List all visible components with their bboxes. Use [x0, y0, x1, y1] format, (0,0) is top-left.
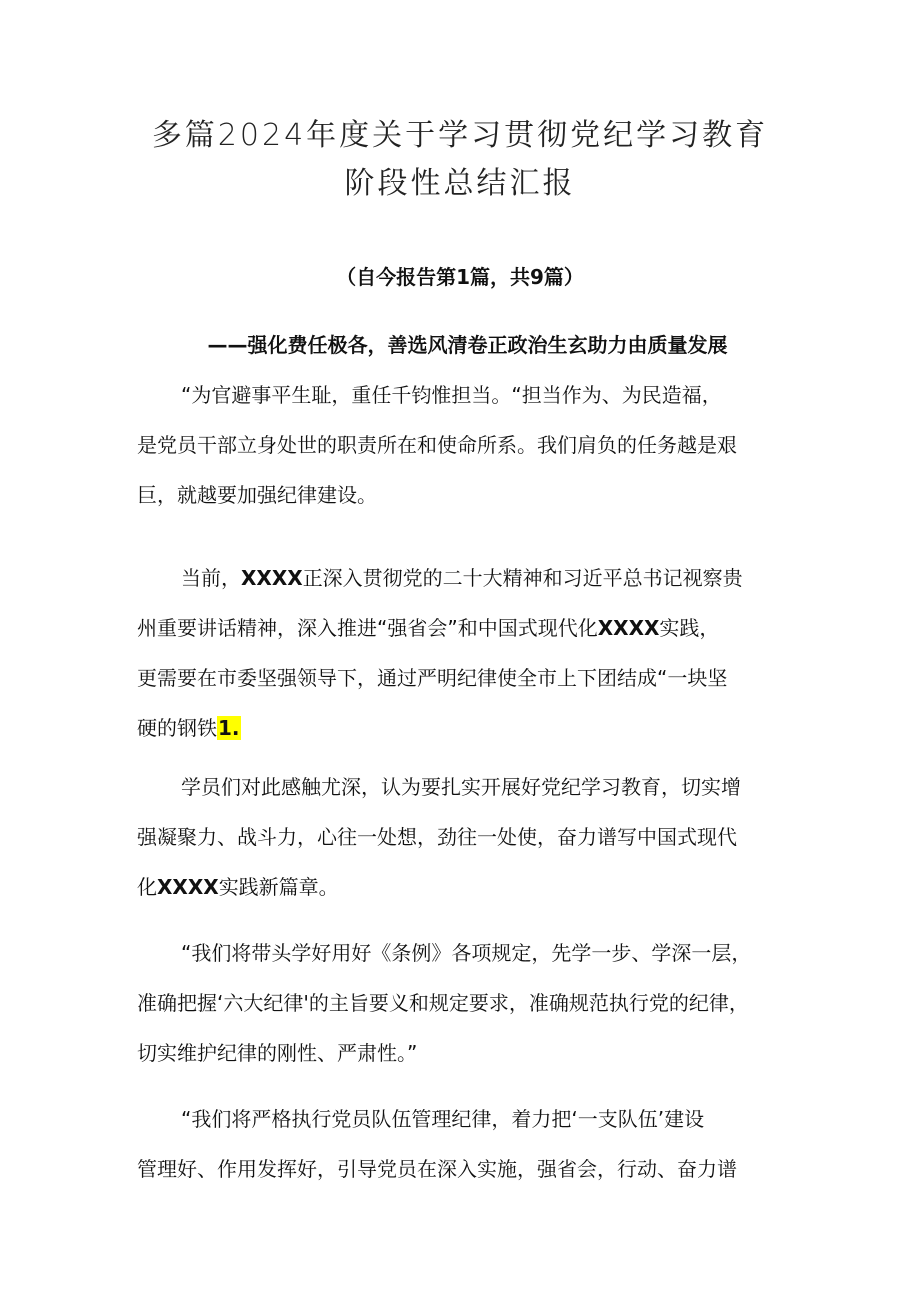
- paragraph-2-text: 硬的钢铁: [137, 716, 217, 740]
- paragraph-2-text: 当前，: [181, 566, 241, 590]
- paragraph-4: [137, 928, 797, 1078]
- paragraph-2-text: 州重要讲话精神，深入推进“强省会”和中国式现代化: [137, 616, 598, 640]
- paragraph-4-line: 准确把握‘六大纪律'的主旨要义和规定要求，准确规范执行党的纪律，: [137, 991, 749, 1015]
- paragraph-1: [137, 370, 797, 520]
- paragraph-3-text: 实践新篇章。: [218, 875, 339, 899]
- paragraph-2-text: 实践，: [659, 616, 720, 640]
- paragraph-1-line: 是党员干部立身处世的职责所在和使命所系。我们肩负的任务越是艰: [137, 433, 737, 457]
- highlighted-text: 1.: [218, 716, 240, 740]
- paragraph-2-line: 更需要在市委坚强领导下，通过严明纪律使全市上下团结成“一块坚: [137, 666, 728, 690]
- document-subtitle: （自今报告第1篇，共9篇）: [336, 265, 584, 289]
- paragraph-3-line: 学员们对此感触尤深，认为要扎实开展好党纪学习教育，切实增: [181, 775, 741, 799]
- paragraph-4-line: 切实维护纪律的刚性、严肃性。”: [137, 1041, 418, 1065]
- placeholder-xxxx: XXXX: [241, 566, 303, 590]
- paragraph-1-line: “为官避事平生耻，重任千钧惟担当。“担当作为、为民造福，: [181, 383, 722, 407]
- paragraph-5-line: 管理好、作用发挥好，引导党员在深入实施，强省会，行动、奋力谱: [137, 1157, 737, 1181]
- placeholder-xxxx: XXXX: [597, 616, 660, 640]
- paragraph-4-line: “我们将带头学好用好《条例》各项规定，先学一步、学深一层，: [181, 941, 752, 965]
- paragraph-3: [137, 762, 797, 912]
- paragraph-2: [137, 553, 797, 753]
- document-title-line2: 阶段性总结汇报: [344, 166, 576, 201]
- document-heading: ——强化费任极各，善选风清卷正政治生玄助力由质量发展: [207, 333, 728, 357]
- placeholder-xxxx: XXXX: [157, 875, 219, 899]
- paragraph-2-text: 正深入贯彻党的二十大精神和习近平总书记视察贵: [302, 566, 743, 590]
- paragraph-5: [137, 1094, 797, 1194]
- paragraph-1-line: 巨，就越要加强纪律建设。: [137, 483, 377, 507]
- document-title-line1: 多篇2024年度关于学习贯彻党纪学习教育: [151, 118, 769, 153]
- paragraph-3-text: 化: [137, 875, 157, 899]
- paragraph-5-line: “我们将严格执行党员队伍管理纪律，着力把‘一支队伍’建设: [181, 1107, 705, 1131]
- paragraph-3-line: 强凝聚力、战斗力，心往一处想，劲往一处使，奋力谱写中国式现代: [137, 825, 737, 849]
